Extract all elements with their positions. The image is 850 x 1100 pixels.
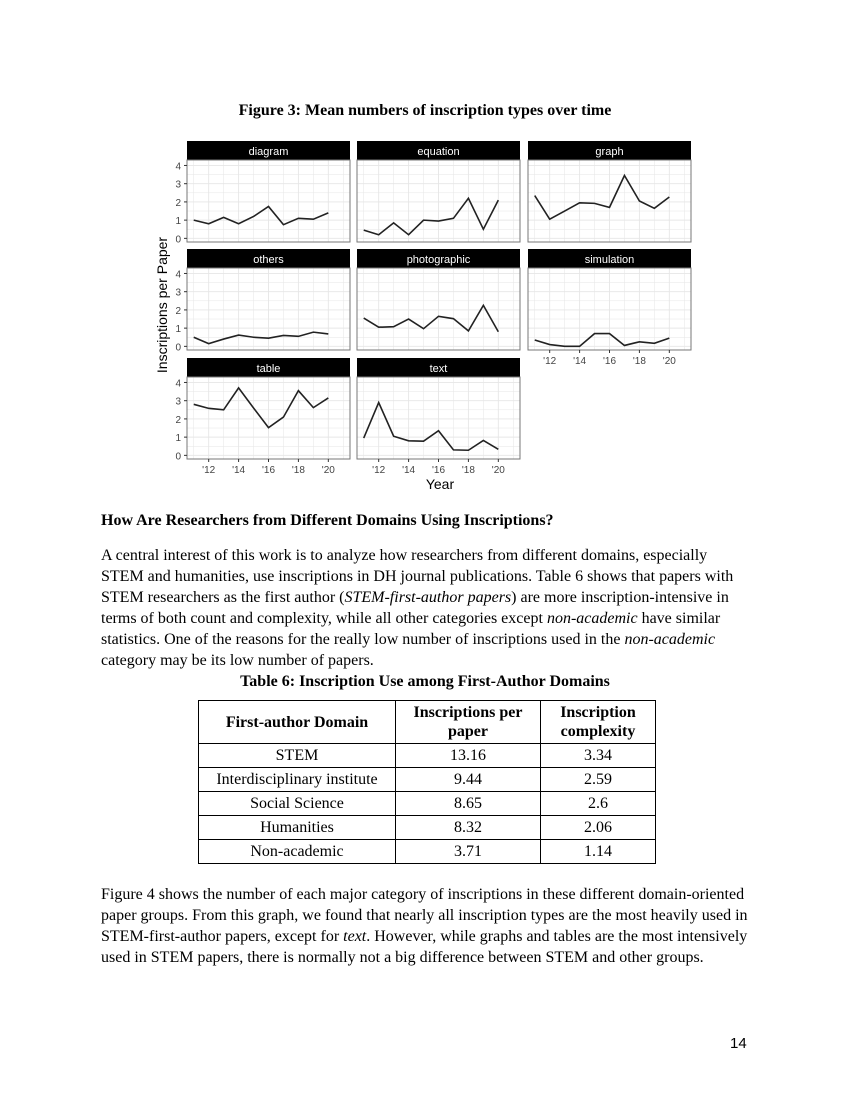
table-row (199, 840, 656, 864)
text-run: Figure 4 shows the number of each major category of inscriptions in these different domain-oriented paper groups. From this graph, we found that nearly all inscription types are the most heavily used in STEM-first-author papers, except for (101, 886, 748, 945)
text-run: have similar statistics. One of the reasons for the really low number of inscriptions used in the (101, 610, 721, 648)
y-tick-label: 2 (175, 197, 181, 209)
header-domain: First-author Domain (199, 701, 396, 744)
section-heading: How Are Researchers from Different Domains Using Inscriptions? (101, 512, 554, 529)
x-tick-label: '12 (202, 465, 216, 476)
x-tick-label: '12 (543, 356, 557, 367)
x-tick-label: '14 (573, 356, 587, 367)
facet-label: photographic (406, 254, 471, 266)
y-tick-label: 2 (175, 305, 181, 317)
y-tick-label: 1 (175, 324, 181, 336)
facet-label: simulation (584, 254, 635, 266)
facet-label: text (429, 363, 448, 375)
table-title: Table 6: Inscription Use among First-Author Domains (240, 673, 610, 690)
x-tick-label: '20 (491, 465, 505, 476)
x-tick-label: '20 (662, 356, 676, 367)
text-run: ) are more inscription-intensive in terms of both count and complexity, while all other categories except (101, 589, 729, 627)
x-axis-label: Year (425, 476, 455, 492)
facet-label: others (253, 254, 284, 266)
table-row (199, 744, 656, 768)
table-cell: 8.32 (396, 816, 541, 840)
text-run: text (343, 928, 367, 945)
y-tick-label: 3 (175, 287, 181, 299)
y-tick-label: 0 (175, 451, 181, 463)
x-tick-label: '20 (321, 465, 335, 476)
text-run: non-academic (546, 610, 638, 627)
text-run: A central interest of this work is to analyze how researchers from different domains, especially STEM and humanities, use inscriptions in DH journal publications. Table 6 shows that papers with STEM researchers as the first author ( (101, 547, 734, 606)
facet-label: equation (417, 146, 460, 158)
facet-label: graph (595, 146, 624, 158)
facet-label: table (256, 363, 281, 375)
text-run: category may be its low number of papers. (101, 652, 374, 669)
text-run: STEM-first-author papers (344, 589, 512, 606)
figure-title: Figure 3: Mean numbers of inscription types over time (238, 102, 612, 119)
x-tick-label: '16 (261, 465, 276, 476)
paragraph-1 (101, 545, 751, 671)
table-cell: Humanities (199, 816, 396, 840)
table-cell: 2.59 (541, 768, 656, 792)
y-tick-label: 1 (175, 433, 181, 445)
x-tick-label: '16 (602, 356, 617, 367)
y-tick-label: 1 (175, 216, 181, 228)
y-tick-label: 3 (175, 396, 181, 408)
table-cell: STEM (199, 744, 396, 768)
facet-label: diagram (248, 146, 289, 158)
table-cell: 2.06 (541, 816, 656, 840)
table-cell: Interdisciplinary institute (199, 768, 396, 792)
y-tick-label: 0 (175, 342, 181, 354)
x-tick-label: '14 (402, 465, 416, 476)
table-cell: 1.14 (541, 840, 656, 864)
header-per-paper: Inscriptions per paper (396, 701, 541, 744)
table-cell: 13.16 (396, 744, 541, 768)
x-tick-label: '18 (461, 465, 475, 476)
text-run: non-academic (624, 631, 716, 648)
y-tick-label: 4 (175, 378, 181, 390)
table-cell: 3.71 (396, 840, 541, 864)
faceted-line-chart (150, 135, 710, 495)
paragraph-2 (101, 884, 751, 968)
x-tick-label: '18 (291, 465, 305, 476)
y-tick-label: 2 (175, 414, 181, 426)
table-cell: 2.6 (541, 792, 656, 816)
table-row (199, 816, 656, 840)
text-run: . However, while graphs and tables are the most intensively used in STEM papers, there is normally not a big difference between STEM and other groups. (101, 928, 748, 966)
x-tick-label: '14 (232, 465, 246, 476)
table-cell: 8.65 (396, 792, 541, 816)
header-complexity: Inscription complexity (541, 701, 656, 744)
table-cell: 9.44 (396, 768, 541, 792)
y-tick-label: 4 (175, 269, 181, 281)
table-row (199, 792, 656, 816)
y-tick-label: 4 (175, 161, 181, 173)
y-tick-label: 0 (175, 234, 181, 246)
x-tick-label: '16 (431, 465, 446, 476)
table-row (199, 768, 656, 792)
table-cell: 3.34 (541, 744, 656, 768)
x-tick-label: '12 (372, 465, 386, 476)
table-cell: Social Science (199, 792, 396, 816)
y-tick-label: 3 (175, 179, 181, 191)
table-cell: Non-academic (199, 840, 396, 864)
page-number: 14 (730, 1035, 747, 1052)
x-tick-label: '18 (632, 356, 646, 367)
domain-table (198, 700, 656, 864)
y-axis-label: Inscriptions per Paper (154, 236, 170, 374)
